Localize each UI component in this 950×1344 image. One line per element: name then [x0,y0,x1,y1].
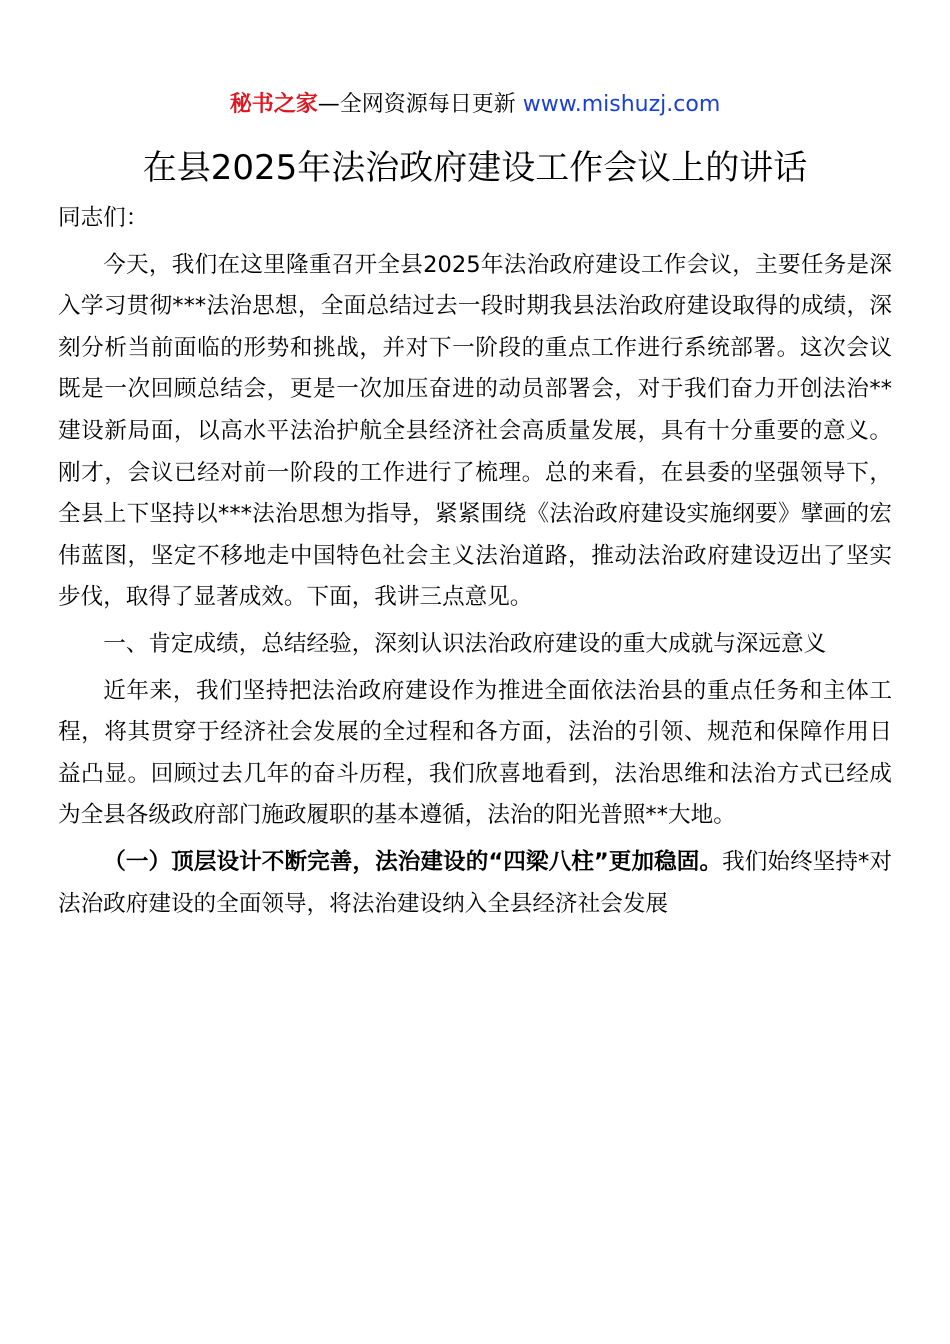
salutation: 同志们： [58,205,149,231]
brand-name: 秘书之家 [229,92,318,117]
document-title: 在县2025年法治政府建设工作会议上的讲话 [142,148,808,188]
site-header [0,88,950,122]
document-body [58,198,892,930]
paragraph-subsection-1 [58,842,892,925]
site-url-link[interactable]: www.mishuzj.com [522,92,721,117]
paragraph-intro: 今天，我们在这里隆重召开全县2025年法治政府建设工作会议，主要任务是深入学习贯彻***法治思想，全面总结过去一段时期我县法治政府建设取得的成绩，深刻分析当前面临的形势和挑战，并对下一阶段的重点工作进行系统部署。这次会议既是一次回顾总结会，更是一次加压奋进的动员部署会，对于我们奋力开创法治**建设新局面，以高水平法治护航全县经济社会高质量发展，具有十分重要的意义。刚才，会议已经对前一阶段的工作进行了梳理。总的来看，在县委的坚强领导下，全县上下坚持以***法治思想为指导，紧紧围绕《法治政府建设实施纲要》擘画的宏伟蓝图，坚定不移地走中国特色社会主义法治道路，推动法治政府建设迈出了坚实步伐，取得了显著成效。下面，我讲三点意见。 [58,251,892,611]
subsection-text-1: 我们始终坚持*对法治政府建设的全面领导，将法治建设纳入全县经济社会发展 [58,848,893,917]
subsection-heading-1: （一）顶层设计不断完善，法治建设的“四梁八柱”更加稳固。 [103,848,723,875]
paragraph-section-1: 近年来，我们坚持把法治政府建设作为推进全面依法治县的重点任务和主体工程，将其贯穿于经济社会发展的全过程和各方面，法治的引领、规范和保障作用日益凸显。回顾过去几年的奋斗历程，我们欣喜地看到，法治思维和法治方式已经成为全县各级政府部门施政履职的基本遵循，法治的阳光普照**大地。 [58,677,892,829]
header-slogan: —全网资源每日更新 [317,92,516,117]
section-heading-1: 一、肯定成绩，总结经验，深刻认识法治政府建设的重大成就与深远意义 [103,630,827,657]
